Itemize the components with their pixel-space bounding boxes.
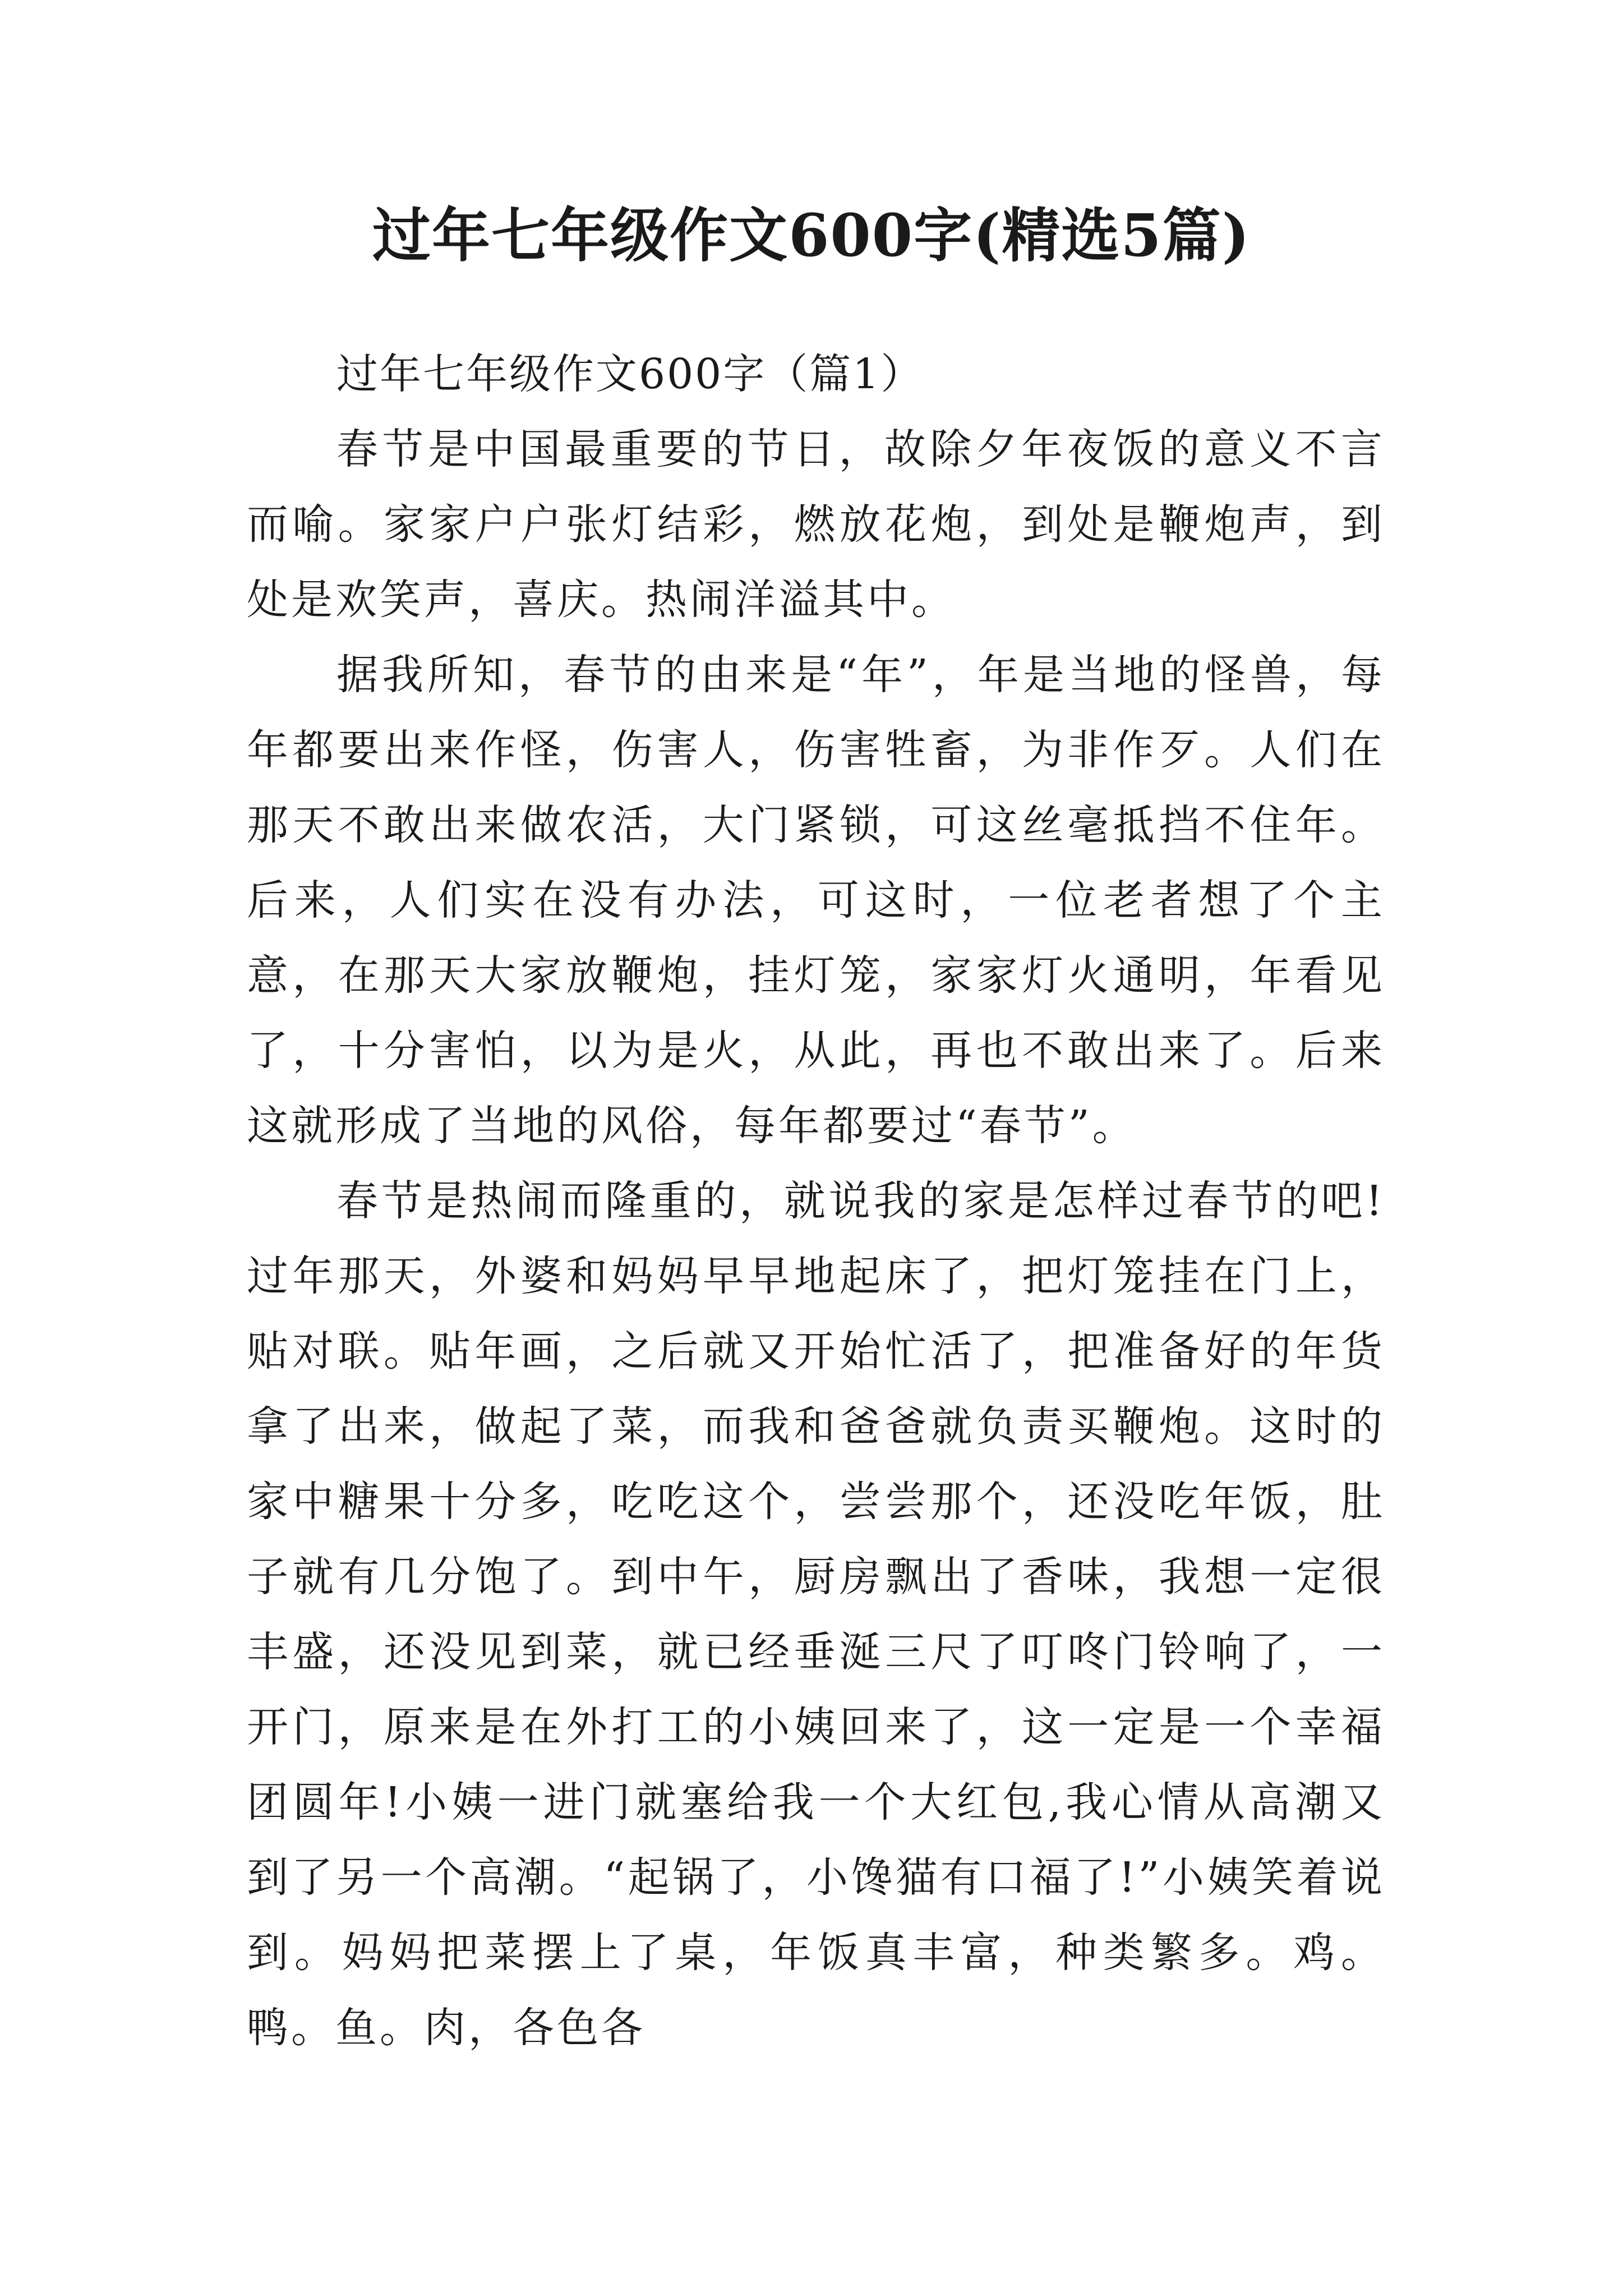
paragraph-3: 春节是热闹而隆重的，就说我的家是怎样过春节的吧!过年那天，外婆和妈妈早早地起床了，把灯笼挂在门上，贴对联。贴年画，之后就又开始忙活了，把准备好的年货拿了出来，做起了菜，而我和爸爸就负责买鞭炮。这时的家中糖果十分多，吃吃这个，尝尝那个，还没吃年饭，肚子就有几分饱了。到中午，厨房飘出了香味，我想一定很丰盛，还没见到菜，就已经垂涎三尺了叮咚门铃响了，一开门，原来是在外打工的小姨回来了，这一定是一个幸福团圆年!小姨一进门就塞给我一个大红包,我心情从高潮又到了另一个高潮。“起锅了，小馋猫有口福了!”小姨笑着说到。妈妈把菜摆上了桌，年饭真丰富，种类繁多。鸡。鸭。鱼。肉，各色各 xyxy=(247,1177,1385,2052)
paragraph-2: 据我所知，春节的由来是“年”，年是当地的怪兽，每年都要出来作怪，伤害人，伤害牲畜，为非作歹。人们在那天不敢出来做农活，大门紧锁，可这丝毫抵挡不住年。后来，人们实在没有办法，可这时，一位老者想了个主意，在那天大家放鞭炮，挂灯笼，家家灯火通明，年看见了，十分害怕，以为是火，从此，再也不敢出来了。后来这就形成了当地的风俗，每年都要过“春节”。 xyxy=(247,651,1385,1150)
section-heading: 过年七年级作文600字（篇1） xyxy=(336,350,924,398)
paragraph-1: 春节是中国最重要的节日，故除夕年夜饭的意义不言而喻。家家户户张灯结彩，燃放花炮，到处是鞭炮声，到处是欢笑声，喜庆。热闹洋溢其中。 xyxy=(247,425,1385,624)
document-title: 过年七年级作文600字(精选5篇) xyxy=(372,201,1251,270)
document-body xyxy=(247,337,1385,2065)
